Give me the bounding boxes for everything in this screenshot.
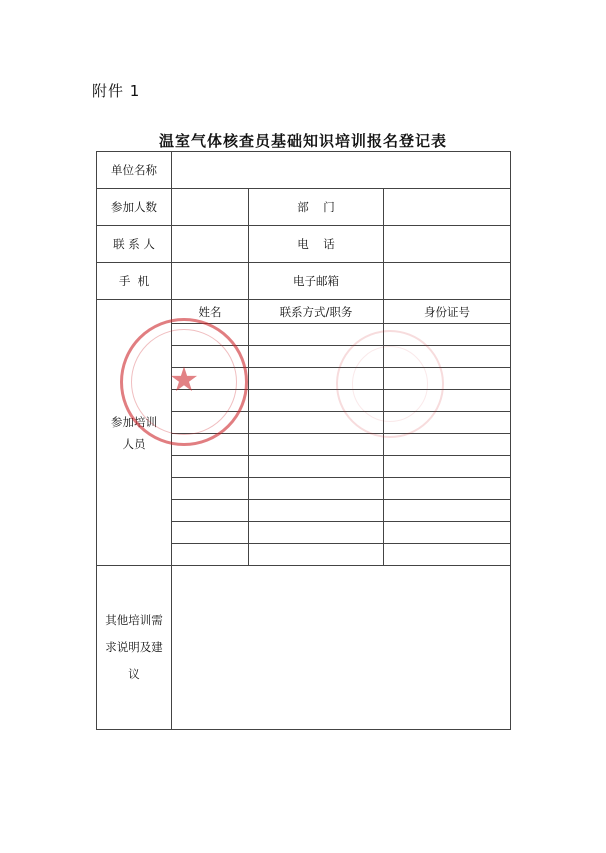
mobile-email-row <box>97 263 511 300</box>
trainee-id-cell[interactable] <box>384 456 511 478</box>
other-needs-field[interactable] <box>172 566 511 730</box>
trainee-id-cell[interactable] <box>384 500 511 522</box>
trainee-id-cell[interactable] <box>384 434 511 456</box>
trainees-label: 参加培训人员 <box>97 300 172 566</box>
unit-name-field[interactable] <box>172 152 511 189</box>
attachment-label: 附件 1 <box>92 82 141 100</box>
other-needs-label: 其他培训需求说明及建议 <box>97 566 172 730</box>
mobile-label: 手 机 <box>97 263 172 300</box>
trainee-id-cell[interactable] <box>384 478 511 500</box>
email-label: 电子邮箱 <box>249 263 384 300</box>
department-label: 部 门 <box>249 189 384 226</box>
participants-row <box>97 189 511 226</box>
trainee-contact-cell[interactable] <box>249 456 384 478</box>
trainees-header-row <box>97 300 511 324</box>
phone-label: 电 话 <box>249 226 384 263</box>
trainee-contact-cell[interactable] <box>249 478 384 500</box>
registration-form-table <box>96 151 511 730</box>
trainee-contact-cell[interactable] <box>249 434 384 456</box>
trainee-id-cell[interactable] <box>384 324 511 346</box>
trainee-name-cell[interactable] <box>172 412 249 434</box>
other-needs-row <box>97 566 511 730</box>
trainee-name-cell[interactable] <box>172 456 249 478</box>
trainee-contact-cell[interactable] <box>249 390 384 412</box>
trainee-contact-cell[interactable] <box>249 544 384 566</box>
trainee-name-cell[interactable] <box>172 390 249 412</box>
trainee-contact-cell[interactable] <box>249 346 384 368</box>
mobile-field[interactable] <box>172 263 249 300</box>
phone-field[interactable] <box>384 226 511 263</box>
trainee-contact-cell[interactable] <box>249 412 384 434</box>
trainee-id-cell[interactable] <box>384 390 511 412</box>
contact-person-field[interactable] <box>172 226 249 263</box>
participants-count-label: 参加人数 <box>97 189 172 226</box>
unit-name-row <box>97 152 511 189</box>
trainee-column-id-number: 身份证号 <box>384 300 511 324</box>
trainee-column-name: 姓名 <box>172 300 249 324</box>
department-field[interactable] <box>384 189 511 226</box>
trainee-id-cell[interactable] <box>384 544 511 566</box>
contact-person-label: 联 系 人 <box>97 226 172 263</box>
trainee-name-cell[interactable] <box>172 368 249 390</box>
email-field[interactable] <box>384 263 511 300</box>
trainee-name-cell[interactable] <box>172 434 249 456</box>
trainee-name-cell[interactable] <box>172 346 249 368</box>
trainee-contact-cell[interactable] <box>249 522 384 544</box>
trainee-name-cell[interactable] <box>172 500 249 522</box>
trainee-id-cell[interactable] <box>384 346 511 368</box>
trainee-id-cell[interactable] <box>384 368 511 390</box>
document-title: 温室气体核查员基础知识培训报名登记表 <box>158 132 447 150</box>
trainee-name-cell[interactable] <box>172 522 249 544</box>
unit-name-label: 单位名称 <box>97 152 172 189</box>
trainee-name-cell[interactable] <box>172 324 249 346</box>
trainee-name-cell[interactable] <box>172 544 249 566</box>
trainee-contact-cell[interactable] <box>249 324 384 346</box>
participants-count-field[interactable] <box>172 189 249 226</box>
trainee-contact-cell[interactable] <box>249 368 384 390</box>
trainee-name-cell[interactable] <box>172 478 249 500</box>
trainee-id-cell[interactable] <box>384 412 511 434</box>
contact-row <box>97 226 511 263</box>
trainee-column-contact: 联系方式/职务 <box>249 300 384 324</box>
star-icon: ★ <box>168 360 200 400</box>
trainee-contact-cell[interactable] <box>249 500 384 522</box>
trainee-id-cell[interactable] <box>384 522 511 544</box>
